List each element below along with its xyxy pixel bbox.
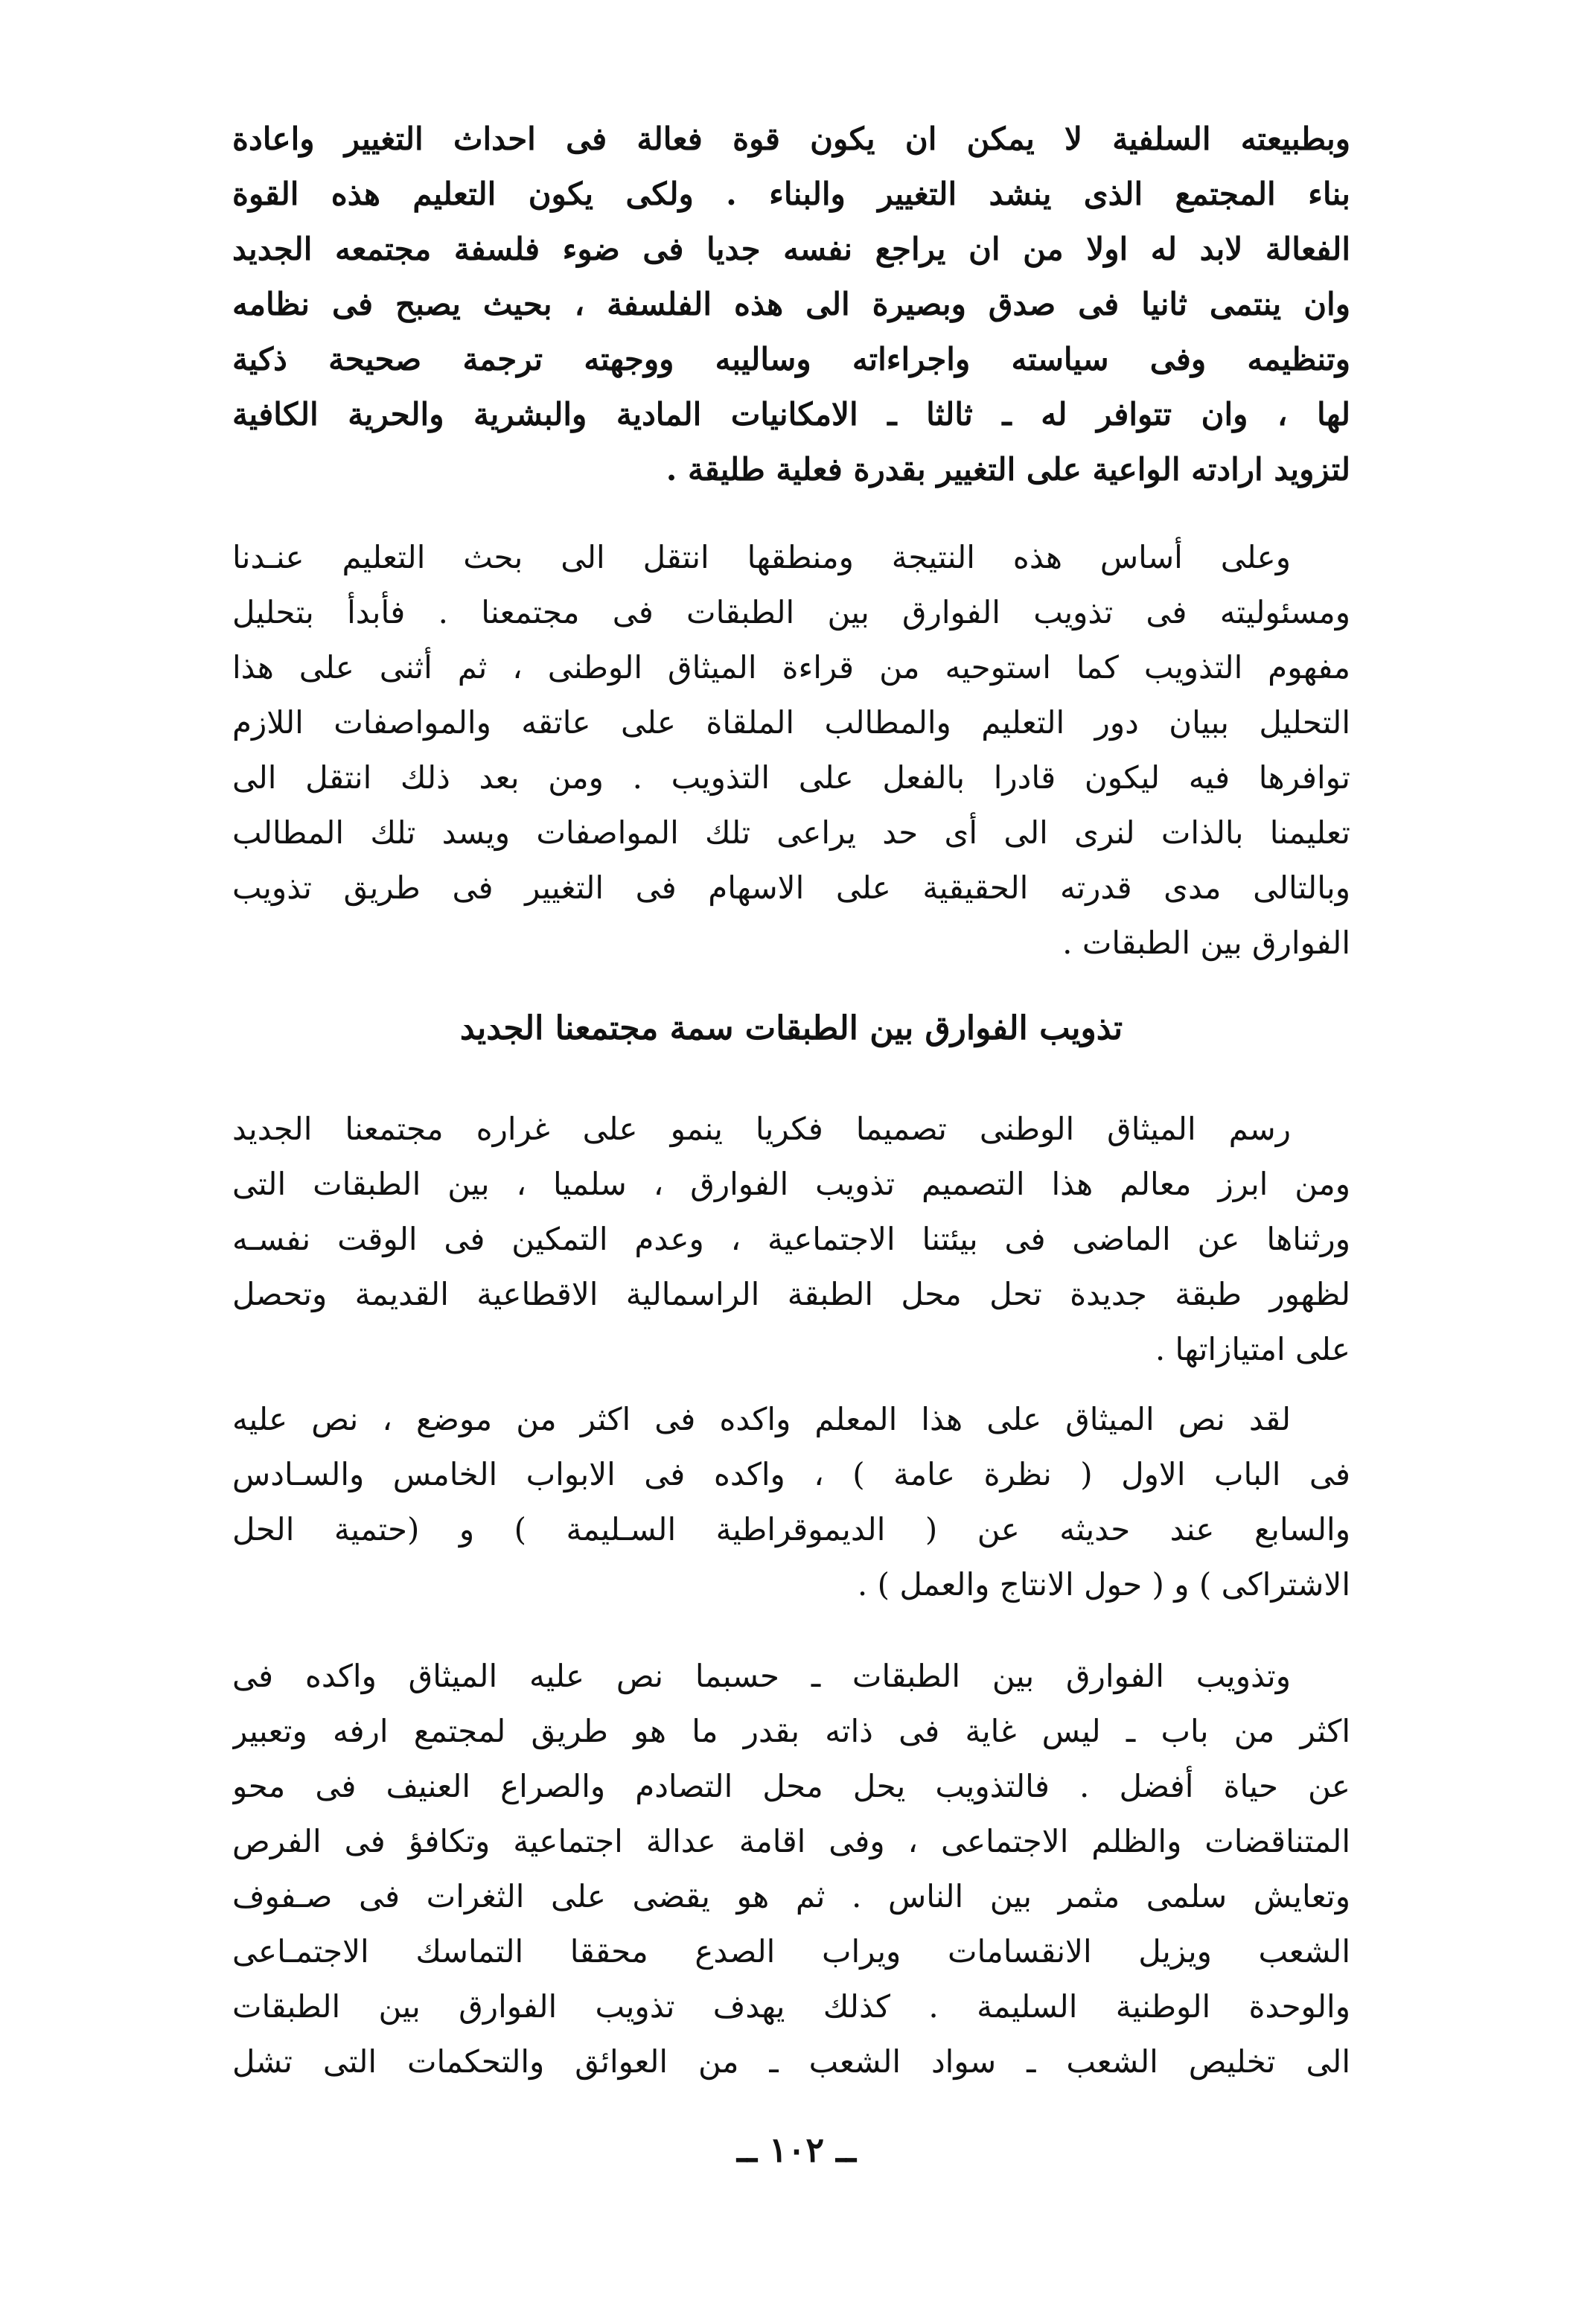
text-line: الى تخليص الشعب ـ سواد الشعب ـ من العوائق والتحكمات التى تشل <box>232 2043 1350 2080</box>
text-line: الشعب ويزيل الانقسامات ويراب الصدع محققا التماسك الاجتمـاعى <box>232 1933 1350 1970</box>
paragraph-5 <box>232 1649 1350 2089</box>
text-line: بناء المجتمع الذى ينشد التغيير والبناء . ولكى يكون التعليم هذه القوة <box>232 176 1350 212</box>
paragraph-4 <box>232 1392 1350 1612</box>
text-line: والسابع عند حديثه عن ( الديموقراطية السـليمة ) و (حتمية الحل <box>232 1511 1350 1548</box>
paragraph-2 <box>232 530 1350 971</box>
text-line: والوحدة الوطنية السليمة . كذلك يهدف تذويب الفوارق بين الطبقات <box>232 1988 1350 2025</box>
section-heading: تذويب الفوارق بين الطبقات سمة مجتمعنا الجديد <box>459 1009 1123 1047</box>
text-line: مفهوم التذويب كما استوحيه من قراءة الميثاق الوطنى ، ثم أثنى على هذا <box>232 649 1350 686</box>
text-line: تعليمنا بالذات لنرى الى أى حد يراعى تلك المواصفات ويسد تلك المطالب <box>232 814 1350 851</box>
text-line: لتزويد ارادته الواعية على التغيير بقدرة فعلية طليقة . <box>665 451 1350 488</box>
text-line: عن حياة أفضل . فالتذويب يحل محل التصادم والصراع العنيف فى محو <box>232 1768 1350 1804</box>
text-line: وبالتالى مدى قدرته الحقيقية على الاسهام فى التغيير فى طريق تذويب <box>232 869 1350 906</box>
text-line: الاشتراكى ) و ( حول الانتاج والعمل ) . <box>857 1566 1350 1603</box>
text-line: فى الباب الاول ( نظرة عامة ) ، واكده فى الابواب الخامس والسـادس <box>232 1456 1350 1492</box>
text-line: وتنظيمه وفى سياسته واجراءاته وساليبه ووجهته ترجمة صحيحة ذكية <box>232 341 1350 377</box>
text-line: ومن ابرز معالم هذا التصميم تذويب الفوارق ، سلميا ، بين الطبقات التى <box>232 1166 1350 1202</box>
text-line: ومسئوليته فى تذويب الفوارق بين الطبقات فى مجتمعنا . فأبدأ بتحليل <box>232 594 1350 630</box>
text-line: وعلى أساس هذه النتيجة ومنطقها انتقل الى بحث التعليم عنـدنا <box>232 539 1291 575</box>
text-line: لها ، وان تتوافر له ـ ثالثا ـ الامكانيات المادية والبشرية والحرية الكافية <box>232 396 1350 432</box>
text-line: وان ينتمى ثانيا فى صدق وبصيرة الى هذه الفلسفة ، بحيث يصبح فى نظامه <box>232 286 1350 322</box>
text-line: التحليل ببيان دور التعليم والمطالب الملقاة على عاتقه والمواصفات اللازم <box>232 704 1350 741</box>
text-line: لقد نص الميثاق على هذا المعلم واكده فى اكثر من موضع ، نص عليه <box>232 1401 1291 1437</box>
text-line: وبطبيعته السلفية لا يمكن ان يكون قوة فعالة فى احداث التغيير واعادة <box>232 121 1350 157</box>
paragraph-1 <box>232 112 1350 497</box>
text-line: وتذويب الفوارق بين الطبقات ـ حسبما نص عليه الميثاق واكده فى <box>232 1658 1291 1694</box>
paragraph-3 <box>232 1102 1350 1377</box>
text-line: رسم الميثاق الوطنى تصميما فكريا ينمو على غراره مجتمعنا الجديد <box>232 1111 1291 1147</box>
text-line: وتعايش سلمى مثمر بين الناس . ثم هو يقضى على الثغرات فى صـفوف <box>232 1878 1350 1915</box>
text-line: توافرها فيه ليكون قادرا بالفعل على التذويب . ومن بعد ذلك انتقل الى <box>232 759 1350 796</box>
text-line: ورثناها عن الماضى فى بيئتنا الاجتماعية ، وعدم التمكين فى الوقت نفسـه <box>232 1221 1350 1257</box>
text-line: على امتيازاتها . <box>1155 1331 1350 1367</box>
text-line: اكثر من باب ـ ليس غاية فى ذاته بقدر ما هو طريق لمجتمع ارفه وتعبير <box>232 1713 1350 1749</box>
text-line: المتناقضات والظلم الاجتماعى ، وفى اقامة عدالة اجتماعية وتكافؤ فى الفرص <box>232 1823 1350 1859</box>
page-number: ــ ١٠٢ ــ <box>736 2130 857 2170</box>
text-line: الفوارق بين الطبقات . <box>1062 925 1350 961</box>
text-line: لظهور طبقة جديدة تحل محل الطبقة الراسمالية الاقطاعية القديمة وتحصل <box>232 1276 1350 1312</box>
text-line: الفعالة لابد له اولا من ان يراجع نفسه جديا فى ضوء فلسفة مجتمعه الجديد <box>232 231 1350 267</box>
